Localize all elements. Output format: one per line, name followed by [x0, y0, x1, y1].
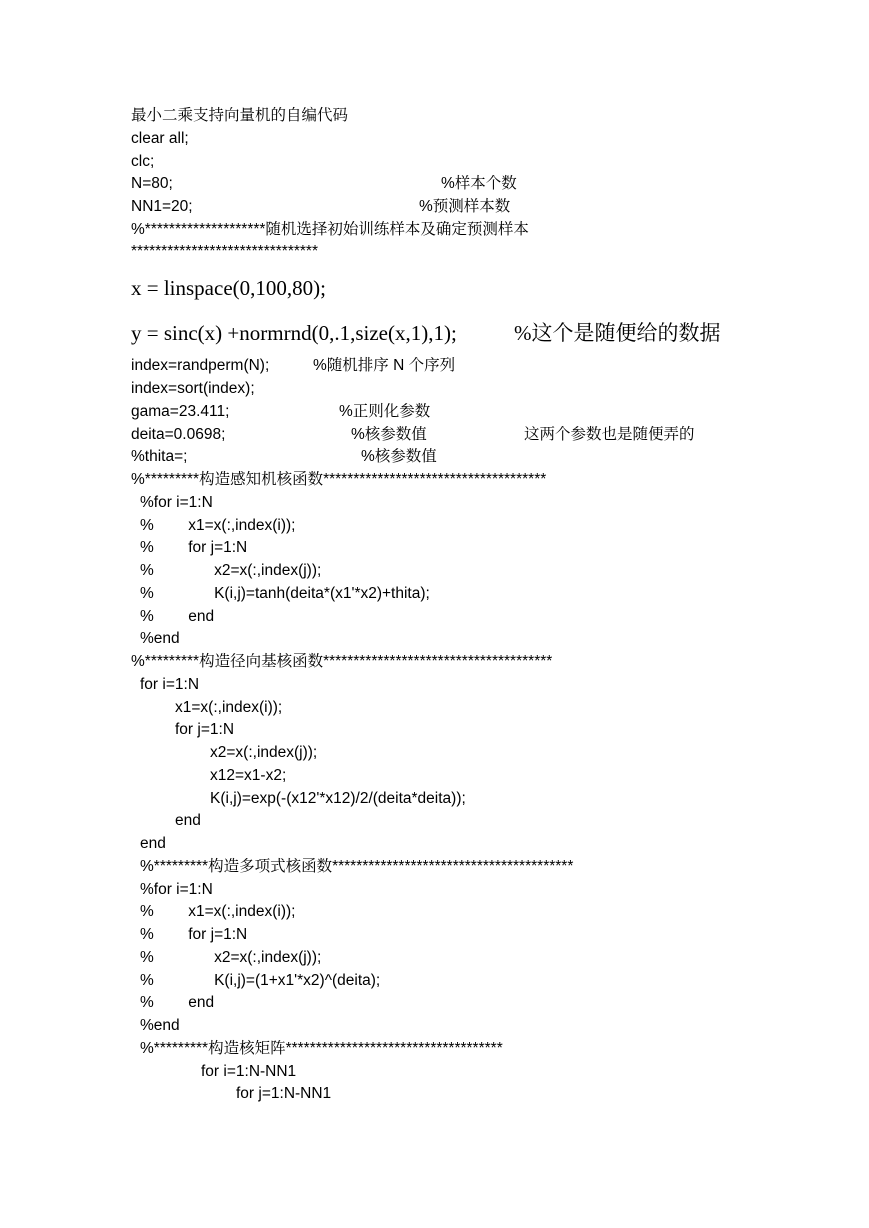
code-line: x2=x(:,index(j));	[210, 744, 318, 761]
code-line: gama=23.411;	[131, 403, 230, 420]
code-line: *******************************	[131, 243, 318, 260]
code-line: % for j=1:N	[140, 539, 248, 556]
code-comment: %样本个数	[441, 175, 517, 192]
code-line: % x2=x(:,index(j));	[140, 949, 322, 966]
code-line: % K(i,j)=tanh(deita*(x1'*x2)+thita);	[140, 585, 430, 602]
code-line: for i=1:N-NN1	[201, 1063, 297, 1080]
code-line: %*********构造核矩阵************************************	[140, 1040, 503, 1057]
code-line: %end	[140, 1017, 180, 1034]
code-line: clear all;	[131, 130, 189, 147]
code-line: x = linspace(0,100,80);	[131, 276, 326, 300]
code-line: index=sort(index);	[131, 380, 255, 397]
code-line: % end	[140, 608, 215, 625]
code-line: %*********构造径向基核函数**************************************	[131, 653, 553, 670]
code-line: index=randperm(N);	[131, 357, 270, 374]
code-comment: %预测样本数	[419, 198, 511, 215]
doc-title: 最小二乘支持向量机的自编代码	[131, 107, 349, 124]
code-comment: 这两个参数也是随便弄的	[524, 426, 695, 443]
code-line: clc;	[131, 153, 155, 170]
code-line: end	[175, 812, 201, 829]
code-comment: %核参数值	[351, 426, 427, 443]
code-line: for j=1:N-NN1	[236, 1085, 332, 1102]
code-line: % end	[140, 994, 215, 1011]
code-line: for i=1:N	[140, 676, 200, 693]
code-line: x1=x(:,index(i));	[175, 699, 283, 716]
code-line: NN1=20;	[131, 198, 193, 215]
code-line: % x1=x(:,index(i));	[140, 903, 296, 920]
code-comment: %核参数值	[361, 448, 437, 465]
code-line: % x2=x(:,index(j));	[140, 562, 322, 579]
code-comment: %随机排序 N 个序列	[313, 357, 456, 374]
code-line: %for i=1:N	[140, 881, 213, 898]
code-line: deita=0.0698;	[131, 426, 226, 443]
code-line: %*********构造感知机核函数*************************************	[131, 471, 547, 488]
code-line: x12=x1-x2;	[210, 767, 287, 784]
code-comment: %这个是随便给的数据	[514, 321, 721, 345]
code-line: %*********构造多项式核函数****************************************	[140, 858, 574, 875]
code-line: end	[140, 835, 166, 852]
code-line: %for i=1:N	[140, 494, 213, 511]
code-line: %end	[140, 630, 180, 647]
code-comment: %正则化参数	[339, 403, 431, 420]
code-line: % for j=1:N	[140, 926, 248, 943]
code-line: for j=1:N	[175, 721, 235, 738]
code-line: y = sinc(x) +normrnd(0,.1,size(x,1),1);	[131, 321, 457, 345]
code-line: % K(i,j)=(1+x1'*x2)^(deita);	[140, 972, 381, 989]
code-line: % x1=x(:,index(i));	[140, 517, 296, 534]
code-line: %thita=;	[131, 448, 188, 465]
code-line: %********************随机选择初始训练样本及确定预测样本	[131, 221, 529, 238]
code-line: N=80;	[131, 175, 173, 192]
code-line: K(i,j)=exp(-(x12'*x12)/2/(deita*deita));	[210, 790, 466, 807]
